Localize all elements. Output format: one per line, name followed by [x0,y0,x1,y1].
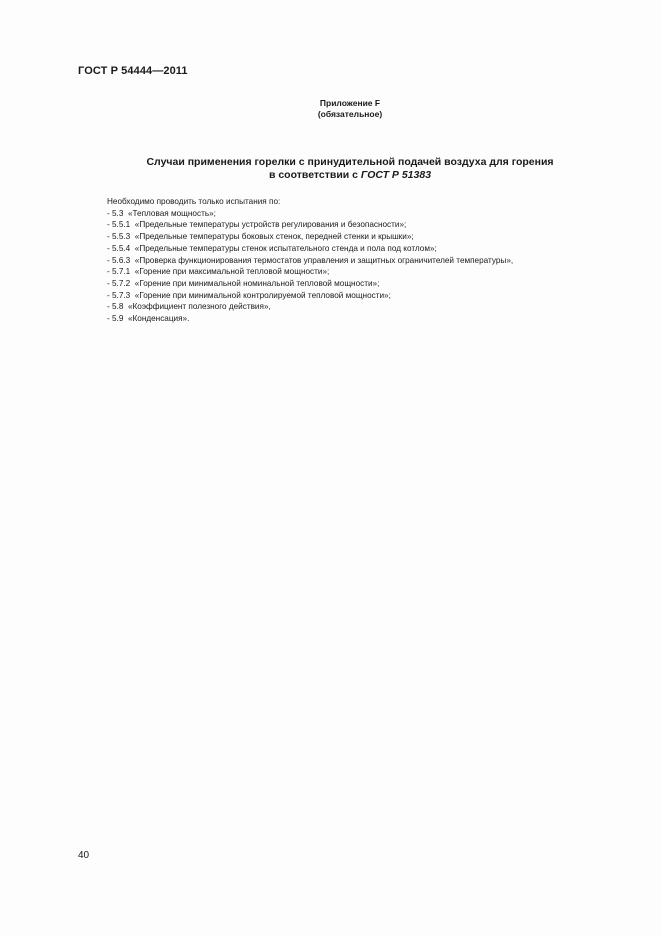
item-text: «Тепловая мощность»; [127,208,216,218]
title-line-1: Случаи применения горелки с принудительной подачей воздуха для горения [146,156,554,168]
title-line-2 [90,169,610,182]
item-text: «Горение при максимальной тепловой мощности»; [134,267,330,277]
item-number: - 5.7.2 [107,278,131,288]
item-text: «Горение при минимальной контролируемой тепловой мощности»; [134,290,391,300]
item-text: «Предельные температуры боковых стенок, передней стенки и крышки»; [134,232,414,242]
standard-reference: ГОСТ Р 51383 [360,169,432,181]
list-item [107,219,647,231]
list-item [107,301,647,313]
test-list [107,208,647,325]
intro-text: Необходимо проводить только испытания по: [107,197,281,206]
item-number: - 5.7.1 [107,267,131,277]
item-number: - 5.7.3 [107,290,131,300]
list-item [107,243,647,255]
list-item [107,290,647,302]
title-line-2-prefix: в соответствии с [268,169,361,181]
item-number: - 5.8 [107,302,124,312]
list-item [107,208,647,220]
list-item [107,266,647,278]
item-number: - 5.5.1 [107,220,131,230]
item-number: - 5.3 [107,208,124,218]
item-number: - 5.6.3 [107,255,131,265]
item-text: «Коэффициент полезного действия», [127,302,271,312]
list-item [107,255,647,267]
list-item [107,313,647,325]
item-number: - 5.5.3 [107,232,131,242]
item-number: - 5.5.4 [107,243,131,253]
list-item [107,278,647,290]
annex-heading [200,98,500,120]
list-item [107,231,647,243]
item-number: - 5.9 [107,314,124,324]
page-number: 40 [78,850,90,861]
annex-label: Приложение F [319,98,381,108]
section-title [90,156,610,182]
item-text: «Горение при минимальной номинальной тепловой мощности»; [134,278,380,288]
annex-status: (обязательное) [317,109,383,119]
item-text: «Предельные температуры стенок испытательного стенда и пола под котлом»; [134,243,437,253]
item-text: «Проверка функционирования термостатов управления и защитных ограничителей температуры», [134,255,514,265]
item-text: «Предельные температуры устройств регулирования и безопасности»; [134,220,407,230]
document-header: ГОСТ Р 54444—2011 [78,65,188,77]
body-text [107,196,647,325]
item-text: «Конденсация». [127,314,190,324]
